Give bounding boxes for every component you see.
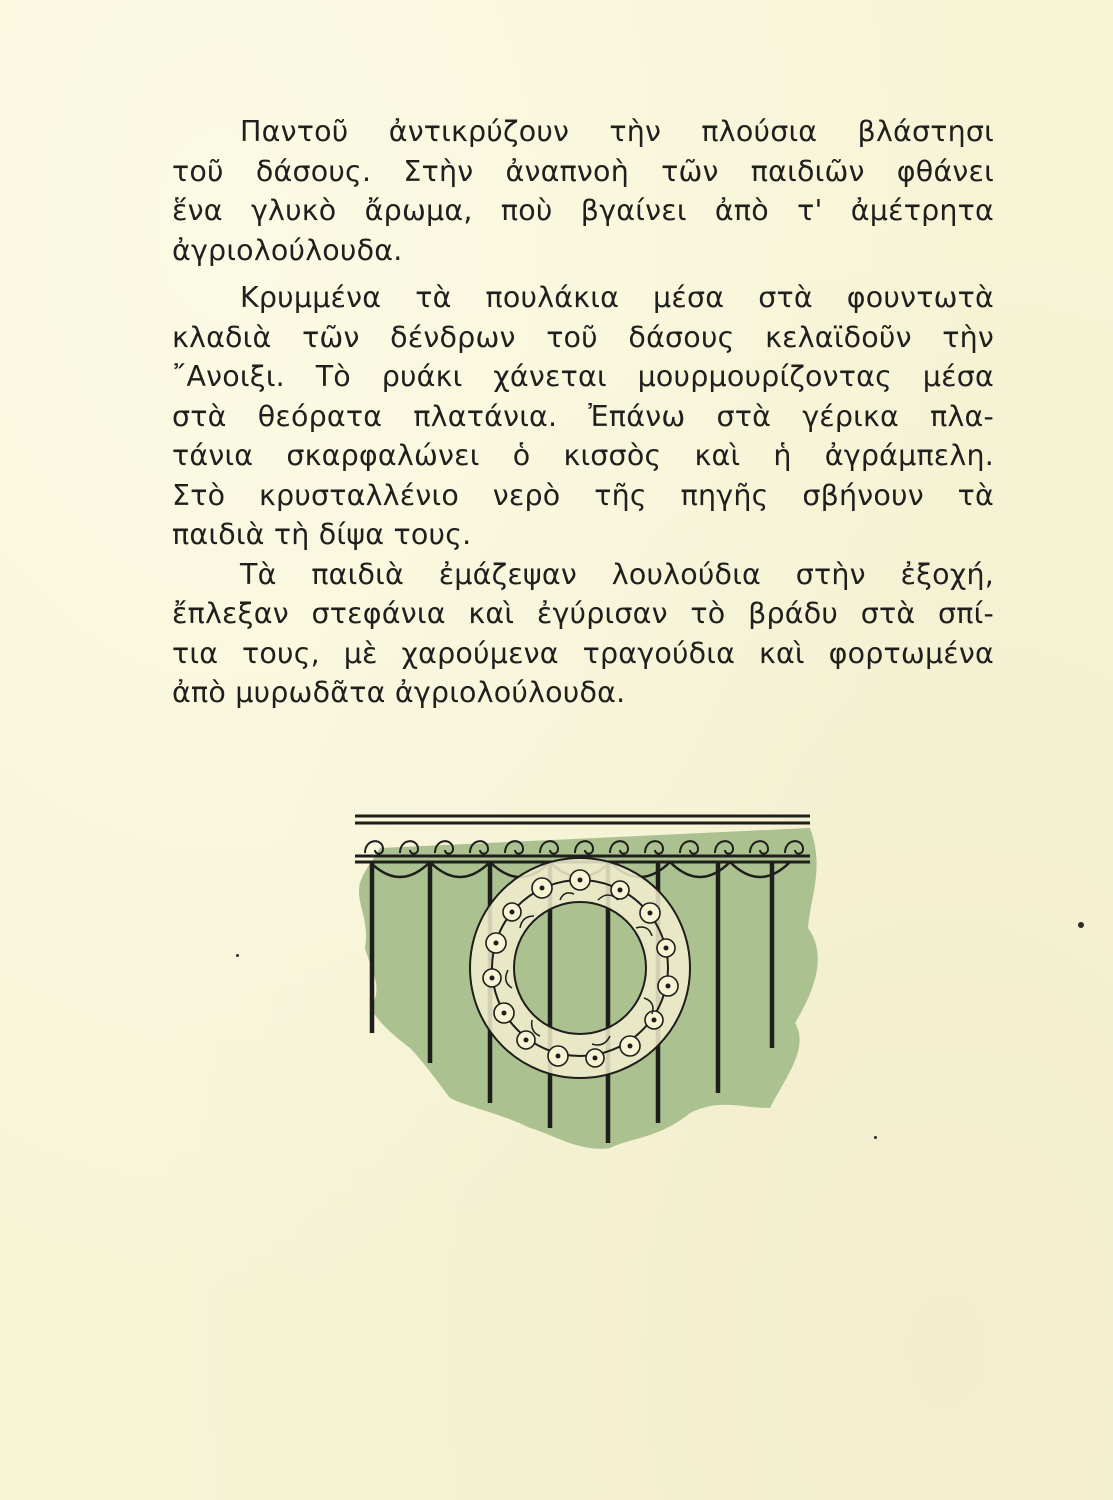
text-line: ἀγριολούλουδα.: [172, 233, 403, 267]
railing-wreath-illustration: [340, 808, 830, 1153]
text-line: ἀπὸ μυρωδᾶτα ἀγριολούλουδα.: [172, 676, 626, 709]
text-line: Στὸ κρυσταλλένιο νερὸ τῆς πηγῆς σβήνουν τὰ: [172, 478, 994, 512]
body-text: [172, 112, 994, 713]
paper-speck: [1078, 922, 1084, 928]
text-line: τοῦ δάσους. Στὴν ἀναπνοὴ τῶν παιδιῶν φθάνει: [172, 154, 994, 188]
text-line: στὰ θεόρατα πλατάνια. Ἐπάνω στὰ γέρικα πλα-: [172, 399, 994, 433]
text-line: κλαδιὰ τῶν δένδρων τοῦ δάσους κελαϊδοῦν τὴν: [172, 320, 994, 354]
text-line: Κρυμμένα τὰ πουλάκια μέσα στὰ φουντωτὰ: [240, 281, 994, 314]
paper-speck: [236, 954, 239, 957]
text-line: ἔπλεξαν στεφάνια καὶ ἐγύρισαν τὸ βράδυ στὰ σπί-: [172, 597, 994, 630]
text-line: τάνια σκαρφαλώνει ὁ κισσὸς καὶ ἡ ἀγράμπελη.: [172, 439, 994, 472]
paper-speck: [874, 1136, 877, 1139]
text-line: Τὰ παιδιὰ ἐμάζεψαν λουλούδια στὴν ἐξοχή,: [240, 557, 994, 591]
text-line: Παντοῦ ἀντικρύζουν τὴν πλούσια βλάστησι: [240, 115, 994, 148]
text-line: τια τους, μὲ χαρούμενα τραγούδια καὶ φορτωμένα: [172, 636, 994, 670]
text-line: ἕνα γλυκὸ ἄρωμα, ποὺ βγαίνει ἀπὸ τ' ἀμέτρητα: [172, 194, 994, 227]
text-line: παιδιὰ τὴ δίψα τους.: [172, 518, 472, 551]
text-line: ῎Ανοιξι. Τὸ ρυάκι χάνεται μουρμουρίζοντας μέσα: [172, 360, 994, 393]
